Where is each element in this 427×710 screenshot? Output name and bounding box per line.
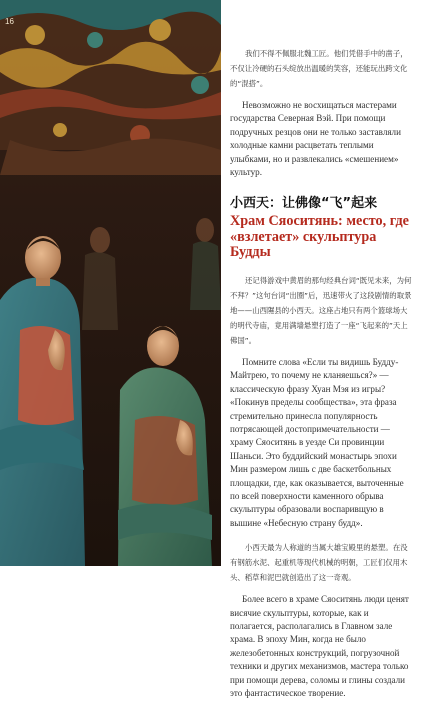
- section-heading-ru: Храм Сяоситянь: место, где «взлетает» скульптура Будды: [230, 213, 409, 261]
- section-paragraph-1-ru: Помните слова «Если ты видишь Будду-Майтрею, то почему не кланяешься?» — классическую фразу Хуан Мэя из игры? «Покинув пределы сообщества», эта фраза стремительно принесла популярность потрясающей достопримечательности — храму Сяоситянь в уезде Си провинции Шаньси. Это буддийский монастырь эпохи Мин размером лишь с две баскетбольных площадки, где, как оказывается, выточенные по всей поверхности каменного обрыва скульптуры образовали воспаривщую в вышине «Небесную страну будд».: [230, 356, 404, 528]
- section-heading-zh: 小西天：让佛像“飞”起来: [230, 196, 378, 212]
- intro-paragraph-zh: 我们不得不佩服北魏工匠。他们凭借手中的凿子，不仅让冷硬的石头绽放出温暖的笑容，还能玩出跨文化的“混搭”。: [230, 49, 408, 88]
- section-paragraph-2-ru: Более всего в храме Сяоситянь люди ценят висячие скульптуры, которые, как и полагается, располагались в Главном зале храма. В эпоху Мин, когда не было железобетонных конструкций, погрузочной техники и других механизмов, мастера только при помощи дерева, соломы и глины создали это фантастическое творение.: [230, 594, 409, 699]
- section-paragraph-1-zh: 还记得游戏中黄眉的那句经典台词“既见未来，为何不拜？”这句台词“出圈”后，迅速带火了这段剧情的取景地——山西隰县的小西天。这座占地只有两个篮球场大的明代寺庙，竟用满墙悬塑打造了一座“飞起来的”天上佛国”。: [230, 275, 412, 345]
- section-xiaoxitian: [230, 195, 414, 700]
- photo-illustration: [0, 0, 221, 566]
- article-text: [230, 46, 414, 710]
- temple-statues-photo: [0, 0, 221, 566]
- section-paragraph-2-zh: 小西天最为人称道的当属大雄宝殿里的悬塑。在没有钢筋水泥、起重机等现代机械的明朝，工匠们仅用木头、稻草和泥巴就创造出了这一奇观。: [230, 543, 408, 583]
- intro-paragraph-ru: Невозможно не восхищаться мастерами государства Северная Вэй. При помощи подручных резцов они не только заставляли холодные камни расцветать теплыми улыбками, но и развлекались «смешением» культур.: [230, 100, 401, 178]
- page-number: 16: [5, 17, 14, 26]
